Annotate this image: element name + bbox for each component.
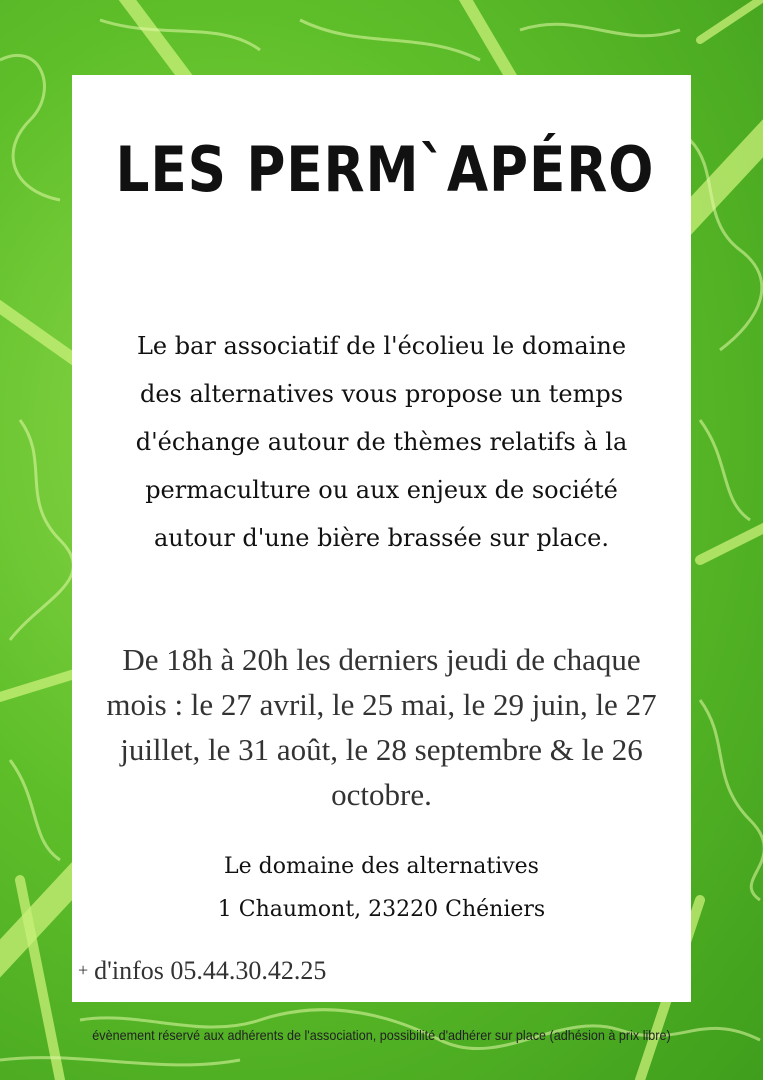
dates-paragraph (80, 637, 683, 817)
plus-icon: + (78, 960, 89, 980)
contact-info (78, 956, 326, 986)
dates-line: octobre. (331, 777, 432, 812)
dates-line: De 18h à 20h les derniers jeudi de chaque (122, 642, 641, 677)
intro-line: d'échange autour de thèmes relatifs à la (135, 428, 628, 456)
venue-address: 1 Chaumont, 23220 Chéniers (217, 897, 546, 922)
intro-line: Le bar associatif de l'écolieu le domaine (136, 332, 627, 360)
venue-block (72, 845, 691, 931)
footer-note: évènement réservé aux adhérents de l'association, possibilité d'adhérer sur place (adhésion à prix libre) (92, 1027, 671, 1043)
intro-line: permaculture ou aux enjeux de société (145, 476, 618, 504)
venue-name: Le domaine des alternatives (224, 854, 539, 879)
dates-line: mois : le 27 avril, le 25 mai, le 29 juin, le 27 (106, 687, 657, 722)
intro-line: autour d'une bière brassée sur place. (154, 524, 609, 552)
dates-line: juillet, le 31 août, le 28 septembre & le 26 (120, 732, 643, 767)
poster-title: LES PERM`APÉRO (115, 133, 655, 206)
phone-text: d'infos 05.44.30.42.25 (94, 956, 327, 985)
intro-line: des alternatives vous propose un temps (139, 380, 624, 408)
intro-paragraph (0, 322, 763, 562)
